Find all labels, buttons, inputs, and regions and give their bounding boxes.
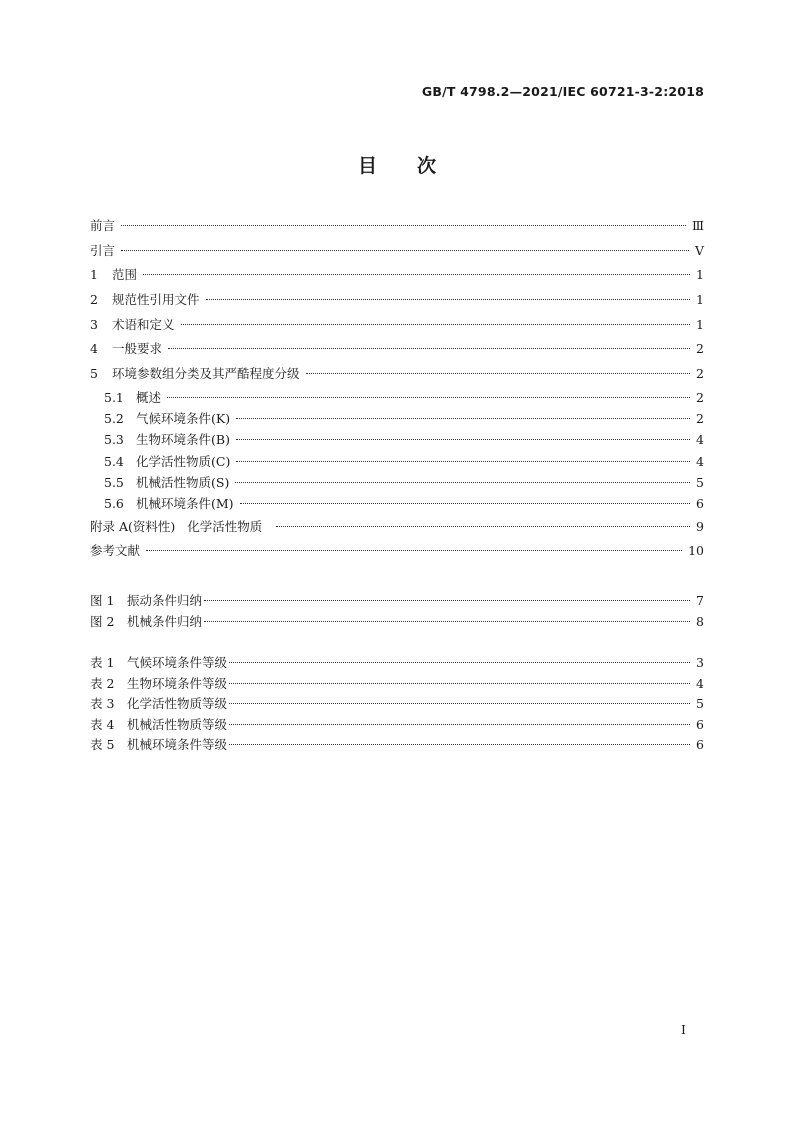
toc-entry-number: 5.3 bbox=[104, 432, 124, 448]
toc-entry-number: 1 bbox=[90, 267, 98, 283]
toc-table-number: 表 5 bbox=[90, 737, 115, 752]
toc-table-title: 机械活性物质等级 bbox=[127, 716, 228, 732]
leader-dots bbox=[276, 526, 690, 527]
toc-entry-number: 4 bbox=[90, 341, 98, 357]
toc-entry-number: 5.2 bbox=[104, 411, 124, 427]
toc-entry-title: 化学活性物质(C) bbox=[136, 453, 231, 469]
toc-table-5[interactable] bbox=[90, 735, 704, 756]
toc-table-page: 4 bbox=[696, 675, 704, 691]
toc-figure-2[interactable] bbox=[90, 612, 704, 633]
toc-table-title: 气候环境条件等级 bbox=[127, 655, 228, 670]
toc-figure-title: 振动条件归纳 bbox=[127, 593, 203, 608]
toc-entry-number: 2 bbox=[90, 292, 98, 308]
toc-table-number: 表 3 bbox=[90, 696, 115, 711]
toc-entry-5-5[interactable] bbox=[90, 472, 704, 493]
toc-table-4[interactable] bbox=[90, 715, 704, 736]
leader-dots bbox=[229, 683, 690, 684]
leader-dots bbox=[229, 724, 690, 725]
toc-entry-title: 环境参数组分类及其严酷程度分级 bbox=[112, 366, 300, 382]
toc-entry-number: 3 bbox=[90, 316, 98, 332]
toc-entry-page: 1 bbox=[696, 292, 704, 308]
toc-figure-list bbox=[90, 591, 704, 632]
toc-entry-page: 5 bbox=[696, 475, 704, 490]
leader-dots bbox=[146, 550, 682, 551]
toc-entry-number: 5.6 bbox=[104, 496, 124, 512]
toc-entry-page: Ⅴ bbox=[694, 242, 704, 258]
toc-table-number: 表 2 bbox=[90, 675, 115, 691]
leader-dots bbox=[235, 482, 690, 483]
toc-entry-title: 化学活性物质 bbox=[187, 518, 263, 534]
toc-entry-page: 2 bbox=[696, 389, 704, 405]
toc-table-page: 6 bbox=[696, 716, 704, 732]
leader-dots bbox=[143, 274, 690, 275]
leader-dots bbox=[204, 621, 690, 622]
toc-entry-1[interactable] bbox=[90, 263, 704, 288]
toc-table-list bbox=[90, 653, 704, 756]
toc-entry-annex-a[interactable] bbox=[90, 515, 704, 540]
toc-entry-5-6[interactable] bbox=[90, 493, 704, 514]
toc-figure-number: 图 1 bbox=[90, 593, 115, 608]
toc-entry-title: 术语和定义 bbox=[112, 316, 175, 332]
toc-entry-number: 5.5 bbox=[104, 475, 124, 490]
leader-dots bbox=[229, 703, 690, 704]
toc-entry-5-2[interactable] bbox=[90, 408, 704, 429]
leader-dots bbox=[236, 418, 690, 419]
toc-entry-page: 1 bbox=[696, 267, 704, 283]
toc-entry-page: Ⅲ bbox=[691, 218, 704, 233]
toc-entry-title: 引言 bbox=[90, 242, 116, 258]
toc-table-3[interactable] bbox=[90, 694, 704, 715]
toc-entry-4[interactable] bbox=[90, 337, 704, 362]
toc-entry-5[interactable] bbox=[90, 362, 704, 387]
toc-entry-title: 概述 bbox=[136, 389, 162, 405]
toc-entry-page: 2 bbox=[696, 411, 704, 427]
toc-table-2[interactable] bbox=[90, 674, 704, 695]
toc-table-page: 6 bbox=[696, 737, 704, 752]
leader-dots bbox=[236, 461, 690, 462]
leader-dots bbox=[167, 397, 690, 398]
toc-entry-foreword[interactable] bbox=[90, 214, 704, 239]
toc-entry-title: 机械活性物质(S) bbox=[136, 475, 230, 490]
toc-entry-5-1[interactable] bbox=[90, 387, 704, 408]
toc-table-number: 表 1 bbox=[90, 655, 115, 670]
toc-entry-introduction[interactable] bbox=[90, 239, 704, 264]
leader-dots bbox=[229, 744, 690, 745]
toc-entry-title: 范围 bbox=[112, 267, 138, 283]
toc-entry-page: 1 bbox=[696, 316, 704, 332]
leader-dots bbox=[204, 600, 690, 601]
toc-entry-title: 机械环境条件(M) bbox=[136, 496, 234, 512]
leader-dots bbox=[206, 299, 690, 300]
toc-entry-title: 生物环境条件(B) bbox=[136, 432, 230, 448]
toc-entry-page: 2 bbox=[696, 366, 704, 382]
toc-entry-number: 5.4 bbox=[104, 453, 124, 469]
toc-entry-title: 气候环境条件(K) bbox=[136, 411, 231, 427]
toc-entry-5-4[interactable] bbox=[90, 451, 704, 472]
leader-dots bbox=[121, 250, 689, 251]
toc-table-title: 生物环境条件等级 bbox=[127, 675, 228, 691]
toc-table-number: 表 4 bbox=[90, 716, 115, 732]
toc-title-char-2: 次 bbox=[417, 155, 437, 177]
leader-dots bbox=[121, 225, 686, 226]
toc-main-list bbox=[90, 214, 704, 564]
toc-table-page: 5 bbox=[696, 696, 704, 711]
toc-table-1[interactable] bbox=[90, 653, 704, 674]
toc-entry-title: 参考文献 bbox=[90, 543, 141, 559]
toc-table-title: 化学活性物质等级 bbox=[127, 696, 228, 711]
toc-entry-page: 6 bbox=[696, 496, 704, 512]
toc-entry-page: 4 bbox=[696, 453, 704, 469]
toc-figure-1[interactable] bbox=[90, 591, 704, 612]
toc-entry-number: 5.1 bbox=[104, 389, 124, 405]
page-number: I bbox=[681, 1022, 686, 1037]
toc-entry-2[interactable] bbox=[90, 288, 704, 313]
toc-entry-number: 附录 A(资料性) bbox=[90, 518, 176, 534]
leader-dots bbox=[236, 439, 690, 440]
toc-figure-title: 机械条件归纳 bbox=[127, 613, 203, 629]
standard-number: GB/T 4798.2—2021/IEC 60721-3-2:2018 bbox=[421, 84, 704, 99]
toc-entry-page: 10 bbox=[688, 543, 704, 559]
toc-entry-page: 2 bbox=[696, 341, 704, 357]
leader-dots bbox=[306, 373, 690, 374]
toc-entry-title: 规范性引用文件 bbox=[112, 292, 200, 308]
toc-entry-5-3[interactable] bbox=[90, 429, 704, 450]
toc-entry-title: 一般要求 bbox=[112, 341, 163, 357]
toc-table-title: 机械环境条件等级 bbox=[127, 737, 228, 752]
toc-title-char-1: 目 bbox=[357, 155, 377, 177]
toc-figure-page: 8 bbox=[696, 613, 704, 629]
toc-entry-bibliography[interactable] bbox=[90, 539, 704, 564]
toc-entry-title: 前言 bbox=[90, 218, 116, 233]
leader-dots bbox=[229, 662, 690, 663]
toc-entry-page: 4 bbox=[696, 432, 704, 448]
leader-dots bbox=[181, 324, 690, 325]
leader-dots bbox=[168, 348, 690, 349]
toc-entry-3[interactable] bbox=[90, 313, 704, 338]
toc-table-page: 3 bbox=[696, 655, 704, 670]
toc-figure-page: 7 bbox=[696, 593, 704, 608]
toc-title bbox=[0, 151, 794, 178]
toc-figure-number: 图 2 bbox=[90, 613, 115, 629]
leader-dots bbox=[240, 503, 690, 504]
toc-entry-page: 9 bbox=[696, 518, 704, 534]
toc-entry-number: 5 bbox=[90, 366, 98, 382]
